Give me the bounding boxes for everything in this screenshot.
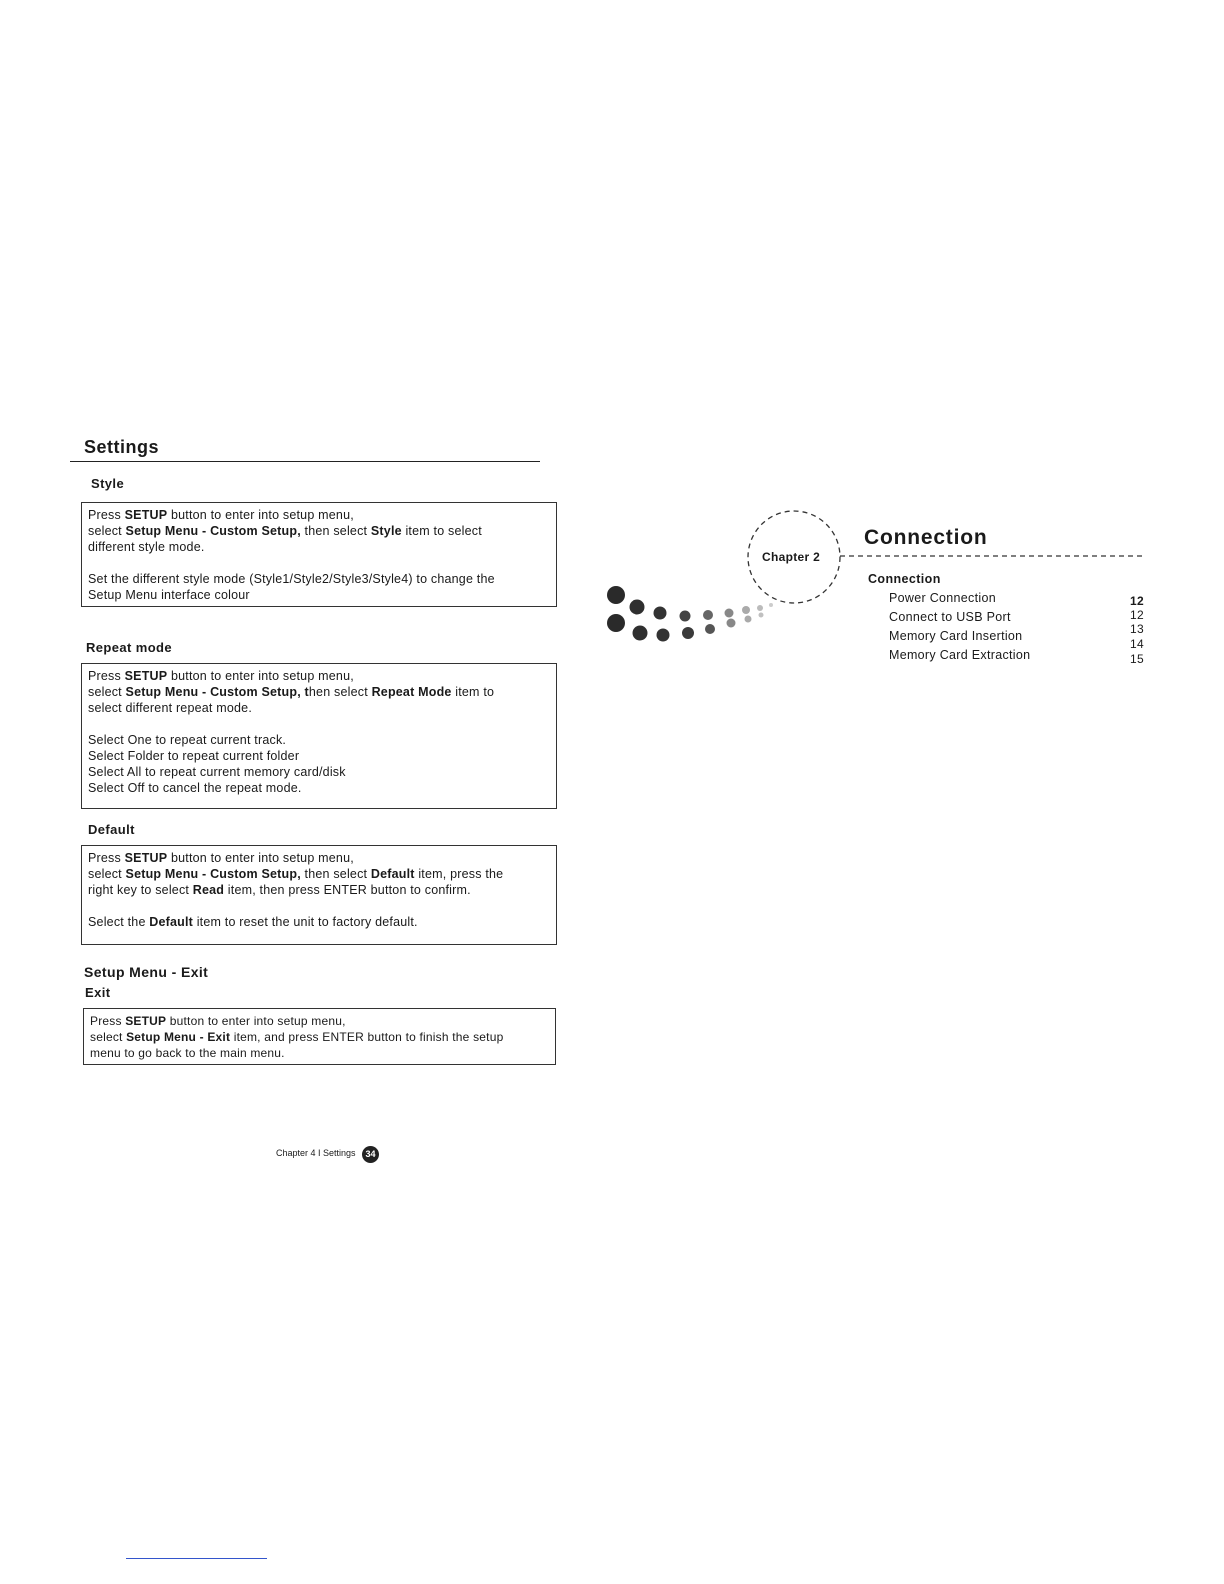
- style-line-3: different style mode.: [88, 540, 205, 554]
- repeat-mode-instructions-box: [81, 663, 557, 809]
- toc-section-heading: Connection: [868, 572, 941, 586]
- repeat-line-2: select Setup Menu - Custom Setup, then select Repeat Mode item to: [88, 685, 495, 699]
- toc-item-connect-usb[interactable]: Connect to USB Port: [889, 610, 1011, 624]
- toc-page-number: 14: [1130, 637, 1144, 651]
- repeat-mode-heading: Repeat mode: [86, 640, 173, 655]
- toc-page-number: 15: [1130, 652, 1144, 666]
- style-instructions-box: [81, 502, 557, 607]
- title-divider: [70, 461, 540, 462]
- style-heading: Style: [91, 476, 125, 491]
- default-instructions-box: [81, 845, 557, 945]
- chapter-label: Chapter 2: [762, 550, 821, 564]
- exit-line-3: menu to go back to the main menu.: [90, 1046, 285, 1060]
- setup-menu-exit-heading: Setup Menu - Exit: [84, 964, 209, 980]
- toc-page-number: 12: [1130, 608, 1144, 622]
- toc-item-memory-card-extraction[interactable]: Memory Card Extraction: [889, 648, 1031, 662]
- default-line-4: Select the Default item to reset the unit to factory default.: [88, 915, 418, 929]
- page-footer-text: Chapter 4 I Settings: [276, 1148, 356, 1158]
- style-line-1: Press SETUP button to enter into setup menu,: [88, 508, 354, 522]
- default-line-2: select Setup Menu - Custom Setup, then select Default item, press the: [88, 867, 504, 881]
- repeat-line-1: Press SETUP button to enter into setup menu,: [88, 669, 354, 683]
- default-line-3: right key to select Read item, then press ENTER button to confirm.: [88, 883, 471, 897]
- repeat-line-4: Select One to repeat current track.: [88, 733, 287, 747]
- exit-line-2: select Setup Menu - Exit item, and press ENTER button to finish the setup: [90, 1030, 504, 1044]
- style-line-5: Setup Menu interface colour: [88, 588, 250, 602]
- repeat-line-6: Select All to repeat current memory card/disk: [88, 765, 346, 779]
- toc-page-number: 12: [1130, 594, 1144, 608]
- repeat-line-7: Select Off to cancel the repeat mode.: [88, 781, 302, 795]
- repeat-line-5: Select Folder to repeat current folder: [88, 749, 300, 763]
- style-line-4: Set the different style mode (Style1/Style2/Style3/Style4) to change the: [88, 572, 495, 586]
- default-heading: Default: [88, 822, 135, 837]
- style-line-2: select Setup Menu - Custom Setup, then select Style item to select: [88, 524, 482, 538]
- page-number-badge: 34: [362, 1146, 379, 1163]
- exit-heading: Exit: [85, 985, 111, 1000]
- decorative-dots: [607, 586, 773, 642]
- repeat-line-3: select different repeat mode.: [88, 701, 252, 715]
- page-title: Settings: [84, 437, 160, 457]
- link-underline[interactable]: [126, 1558, 267, 1559]
- chapter-title: Connection: [864, 526, 988, 549]
- default-line-1: Press SETUP button to enter into setup menu,: [88, 851, 354, 865]
- exit-instructions-box: [83, 1008, 556, 1065]
- toc-page-number: 13: [1130, 622, 1144, 636]
- toc-item-memory-card-insertion[interactable]: Memory Card Insertion: [889, 629, 1023, 643]
- toc-item-power-connection[interactable]: Power Connection: [889, 591, 996, 605]
- exit-line-1: Press SETUP button to enter into setup menu,: [90, 1014, 346, 1028]
